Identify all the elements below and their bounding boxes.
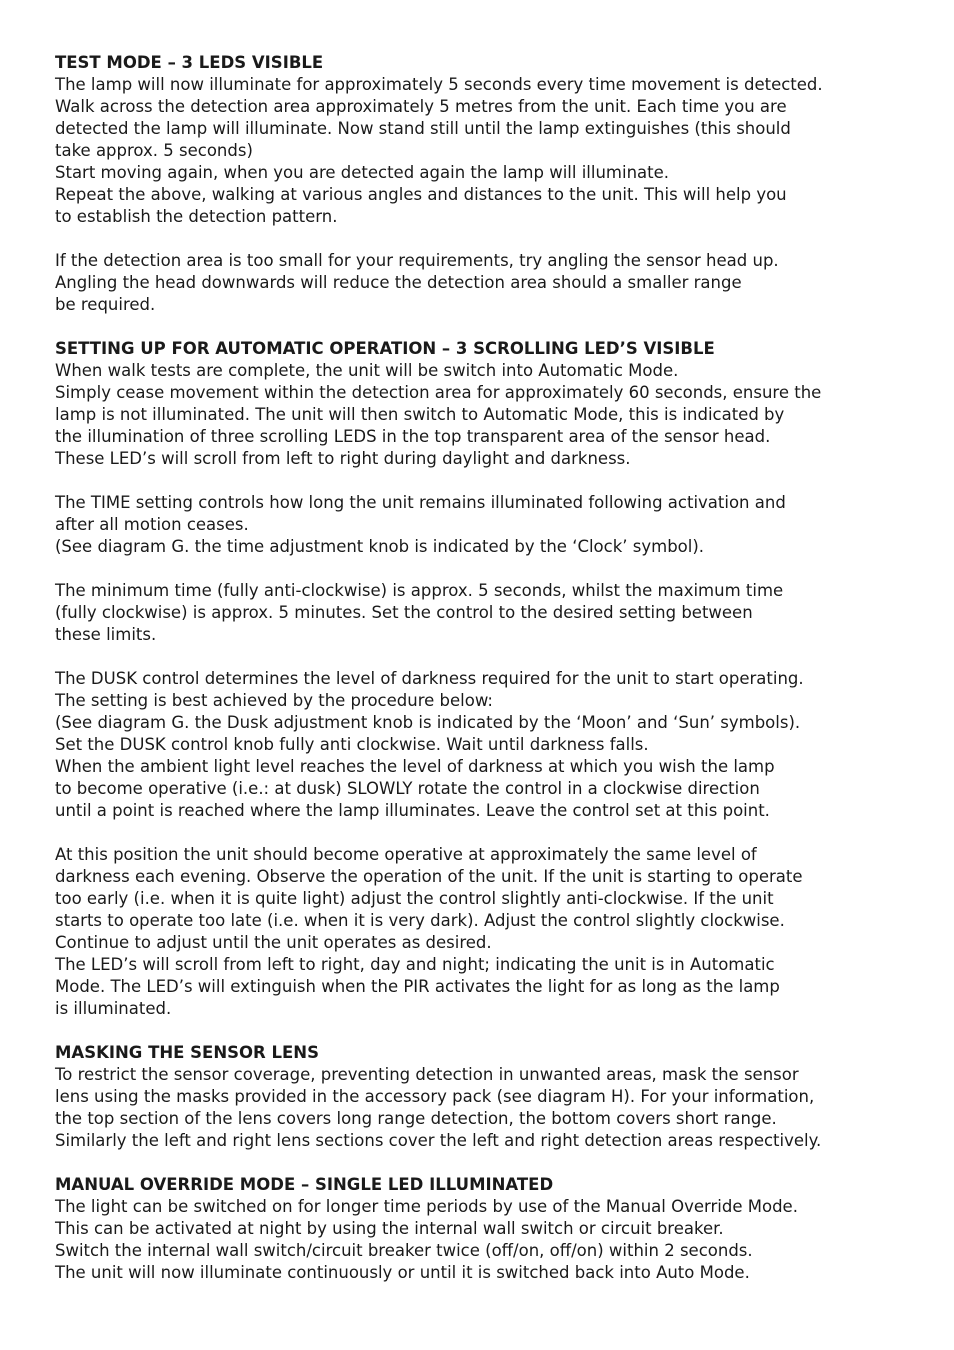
text-line: The light can be switched on for longer time periods by use of the Manual Override Mode. xyxy=(55,1197,798,1216)
paragraph xyxy=(55,74,915,228)
text-line: When the ambient light level reaches the level of darkness at which you wish the lamp xyxy=(55,757,775,776)
text-line: the top section of the lens covers long range detection, the bottom covers short range. xyxy=(55,1109,777,1128)
text-line: Switch the internal wall switch/circuit breaker twice (off/on, off/on) within 2 seconds. xyxy=(55,1241,753,1260)
text-line: be required. xyxy=(55,295,156,314)
text-line: The TIME setting controls how long the unit remains illuminated following activation and xyxy=(55,493,786,512)
text-line: until a point is reached where the lamp illuminates. Leave the control set at this point. xyxy=(55,801,770,820)
paragraph xyxy=(55,844,915,1020)
paragraph xyxy=(55,250,915,316)
text-line: The lamp will now illuminate for approximately 5 seconds every time movement is detected. xyxy=(55,75,823,94)
section-spacer xyxy=(55,1152,915,1174)
paragraph-spacer xyxy=(55,558,915,580)
text-line: Set the DUSK control knob fully anti clockwise. Wait until darkness falls. xyxy=(55,735,649,754)
text-line: starts to operate too late (i.e. when it is very dark). Adjust the control slightly clockwise. xyxy=(55,911,785,930)
text-line: When walk tests are complete, the unit will be switch into Automatic Mode. xyxy=(55,361,679,380)
text-line: Angling the head downwards will reduce the detection area should a smaller range xyxy=(55,273,742,292)
text-line: darkness each evening. Observe the operation of the unit. If the unit is starting to operate xyxy=(55,867,803,886)
text-line: detected the lamp will illuminate. Now stand still until the lamp extinguishes (this should xyxy=(55,119,791,138)
text-line: to become operative (i.e.: at dusk) SLOWLY rotate the control in a clockwise direction xyxy=(55,779,760,798)
paragraph-spacer xyxy=(55,646,915,668)
text-line: lens using the masks provided in the accessory pack (see diagram H). For your information, xyxy=(55,1087,815,1106)
text-line: The LED’s will scroll from left to right, day and night; indicating the unit is in Automatic xyxy=(55,955,775,974)
paragraph xyxy=(55,1064,915,1152)
section-heading: SETTING UP FOR AUTOMATIC OPERATION – 3 SCROLLING LED’S VISIBLE xyxy=(55,339,715,358)
text-line: is illuminated. xyxy=(55,999,172,1018)
paragraph xyxy=(55,668,915,822)
document-page xyxy=(55,52,915,1284)
text-line: At this position the unit should become operative at approximately the same level of xyxy=(55,845,757,864)
text-line: (See diagram G. the Dusk adjustment knob is indicated by the ‘Moon’ and ‘Sun’ symbols). xyxy=(55,713,801,732)
text-line: (See diagram G. the time adjustment knob is indicated by the ‘Clock’ symbol). xyxy=(55,537,705,556)
paragraph xyxy=(55,580,915,646)
paragraph-spacer xyxy=(55,228,915,250)
text-line: Start moving again, when you are detected again the lamp will illuminate. xyxy=(55,163,670,182)
text-line: these limits. xyxy=(55,625,157,644)
text-line: Mode. The LED’s will extinguish when the PIR activates the light for as long as the lamp xyxy=(55,977,780,996)
text-line: The DUSK control determines the level of darkness required for the unit to start operating. xyxy=(55,669,804,688)
paragraph-spacer xyxy=(55,470,915,492)
text-line: lamp is not illuminated. The unit will then switch to Automatic Mode, this is indicated by xyxy=(55,405,785,424)
text-line: Similarly the left and right lens sections cover the left and right detection areas respectively. xyxy=(55,1131,822,1150)
section xyxy=(55,338,915,1020)
text-line: The unit will now illuminate continuously or until it is switched back into Auto Mode. xyxy=(55,1263,750,1282)
text-line: take approx. 5 seconds) xyxy=(55,141,253,160)
text-line: If the detection area is too small for your requirements, try angling the sensor head up. xyxy=(55,251,779,270)
text-line: after all motion ceases. xyxy=(55,515,249,534)
paragraph xyxy=(55,492,915,558)
section xyxy=(55,1174,915,1284)
section xyxy=(55,52,915,316)
paragraph xyxy=(55,360,915,470)
paragraph-spacer xyxy=(55,822,915,844)
text-line: These LED’s will scroll from left to right during daylight and darkness. xyxy=(55,449,631,468)
section xyxy=(55,1042,915,1152)
text-line: too early (i.e. when it is quite light) adjust the control slightly anti-clockwise. If the unit xyxy=(55,889,774,908)
text-line: Simply cease movement within the detection area for approximately 60 seconds, ensure the xyxy=(55,383,822,402)
text-line: the illumination of three scrolling LEDS in the top transparent area of the sensor head. xyxy=(55,427,771,446)
section-heading: MASKING THE SENSOR LENS xyxy=(55,1043,319,1062)
section-spacer xyxy=(55,316,915,338)
text-line: (fully clockwise) is approx. 5 minutes. Set the control to the desired setting between xyxy=(55,603,753,622)
text-line: Repeat the above, walking at various angles and distances to the unit. This will help you xyxy=(55,185,787,204)
section-heading: MANUAL OVERRIDE MODE – SINGLE LED ILLUMINATED xyxy=(55,1175,554,1194)
text-line: Continue to adjust until the unit operates as desired. xyxy=(55,933,492,952)
paragraph xyxy=(55,1196,915,1284)
text-line: This can be activated at night by using the internal wall switch or circuit breaker. xyxy=(55,1219,724,1238)
text-line: To restrict the sensor coverage, preventing detection in unwanted areas, mask the sensor xyxy=(55,1065,799,1084)
text-line: The minimum time (fully anti-clockwise) is approx. 5 seconds, whilst the maximum time xyxy=(55,581,784,600)
section-heading: TEST MODE – 3 LEDS VISIBLE xyxy=(55,53,324,72)
section-spacer xyxy=(55,1020,915,1042)
text-line: Walk across the detection area approximately 5 metres from the unit. Each time you are xyxy=(55,97,787,116)
text-line: to establish the detection pattern. xyxy=(55,207,338,226)
text-line: The setting is best achieved by the procedure below: xyxy=(55,691,493,710)
